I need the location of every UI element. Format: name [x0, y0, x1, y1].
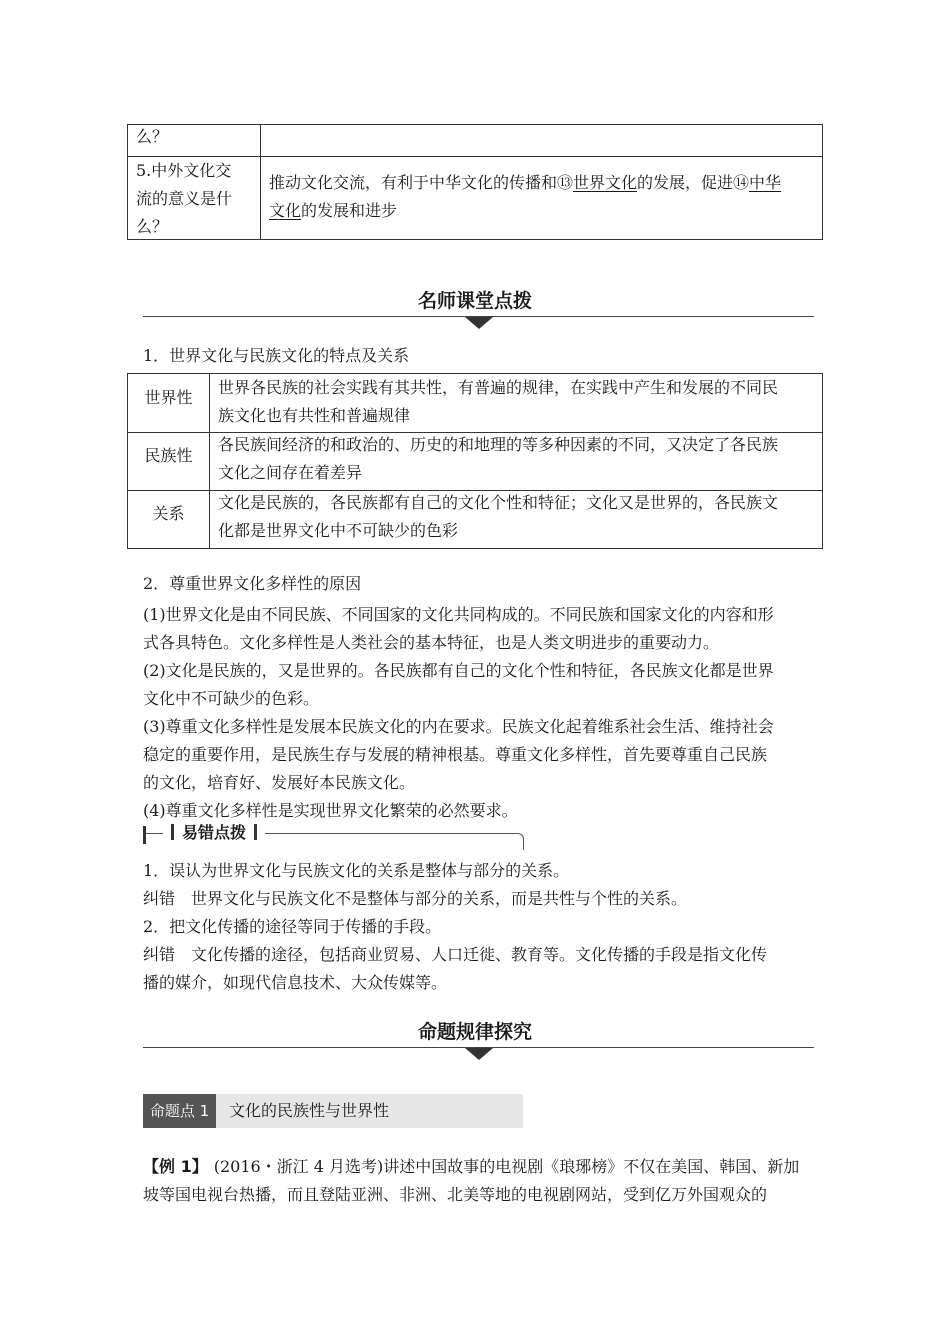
tip-box-label	[163, 822, 265, 844]
example-text: 坡等国电视台热播，而且登陆亚洲、非洲、北美等地的电视剧网站，受到亿万外国观众的	[143, 1185, 768, 1204]
example-text: (2016・浙江 4 月选考)讲述中国故事的电视剧《琅琊榜》不仅在美国、韩国、新加	[213, 1157, 800, 1176]
tip-line: 1．误认为世界文化与民族文化的关系是整体与部分的关系。	[143, 861, 570, 880]
paragraph-line: (2)文化是民族的，又是世界的。各民族都有自己的文化个性和特征，各民族文化都是世界	[143, 661, 774, 680]
top-table	[127, 124, 823, 240]
answer-text: 推动文化交流，有利于中华文化的传播和⑬	[269, 173, 574, 192]
row-text-world	[218, 374, 778, 430]
table-divider	[128, 156, 822, 157]
point-heading: 2．尊重世界文化多样性的原因	[143, 574, 362, 593]
topic-tag: 命题点 1	[143, 1094, 216, 1128]
example-block	[143, 1153, 799, 1209]
row-line: 化都是世界文化中不可缺少的色彩	[218, 521, 459, 540]
row-label-nation: 民族性	[144, 446, 193, 465]
row2-label-line: 5.中外文化交	[136, 161, 232, 180]
row-text-relation	[218, 489, 778, 545]
triangle-icon	[465, 317, 493, 329]
tip-line: 播的媒介，如现代信息技术、大众传媒等。	[143, 973, 448, 992]
point-heading: 1．世界文化与民族文化的特点及关系	[143, 346, 410, 365]
row-text-nation	[218, 431, 778, 487]
answer-blank: 文化	[269, 201, 302, 220]
reasons-paragraph	[143, 601, 774, 825]
tip-line: 2．把文化传播的途径等同于传播的手段。	[143, 917, 442, 936]
row-line: 族文化也有共性和普遍规律	[218, 406, 411, 425]
tip-line: 纠错 世界文化与民族文化不是整体与部分的关系，而是共性与个性的关系。	[143, 889, 688, 908]
section-title: 名师课堂点拨	[417, 290, 532, 312]
row1-label: 么？	[136, 127, 169, 146]
table-divider	[260, 125, 261, 239]
paragraph-line: 稳定的重要作用，是民族生存与发展的精神根基。尊重文化多样性，首先要尊重自己民族	[143, 745, 768, 764]
row2-label-line: 流的意义是什	[136, 189, 233, 208]
row-line: 文化是民族的，各民族都有自己的文化个性和特征；文化又是世界的，各民族文	[218, 493, 779, 512]
tip-content	[143, 857, 767, 997]
paragraph-line: 式各具特色。文化多样性是人类社会的基本特征，也是人类文明进步的重要动力。	[143, 633, 720, 652]
answer-text: 的发展，促进⑭	[637, 173, 750, 192]
topic-banner	[143, 1094, 523, 1128]
paragraph-line: 文化中不可缺少的色彩。	[143, 689, 320, 708]
paragraph-line: 的文化，培育好、发展好本民族文化。	[143, 773, 416, 792]
row2-label-line: 么？	[136, 217, 169, 236]
triangle-icon	[465, 1048, 493, 1060]
paragraph-line: (4)尊重文化多样性是实现世界文化繁荣的必然要求。	[143, 801, 518, 820]
row-line: 各民族间经济的和政治的、历史的和地理的等多种因素的不同，又决定了各民族	[218, 435, 779, 454]
answer-blank: 中华	[749, 173, 782, 192]
tip-line: 纠错 文化传播的途径，包括商业贸易、人口迁徙、教育等。文化传播的手段是指文化传	[143, 945, 768, 964]
row2-label	[136, 157, 232, 241]
answer-text: 的发展和进步	[301, 201, 398, 220]
row2-answer	[269, 169, 781, 225]
example-label: 【例 1】	[143, 1157, 208, 1176]
table-divider	[209, 374, 210, 548]
section-title: 命题规律探究	[417, 1021, 532, 1043]
paragraph-line: (3)尊重文化多样性是发展本民族文化的内在要求。民族文化起着维系社会生活、维持社会	[143, 717, 774, 736]
answer-blank: 世界文化	[573, 173, 638, 192]
bar-icon	[171, 824, 174, 840]
row-label-relation: 关系	[152, 504, 185, 523]
bar-icon	[254, 824, 257, 840]
topic-title: 文化的民族性与世界性	[229, 1101, 390, 1120]
row-line: 文化之间存在着差异	[218, 463, 363, 482]
bar-icon	[143, 826, 146, 844]
characteristics-table	[127, 373, 823, 549]
paragraph-line: (1)世界文化是由不同民族、不同国家的文化共同构成的。不同民族和国家文化的内容和形	[143, 605, 774, 624]
row-line: 世界各民族的社会实践有其共性，有普遍的规律，在实践中产生和发展的不同民	[218, 378, 779, 397]
tip-label-text: 易错点拨	[182, 823, 247, 842]
row-label-world: 世界性	[144, 388, 193, 407]
